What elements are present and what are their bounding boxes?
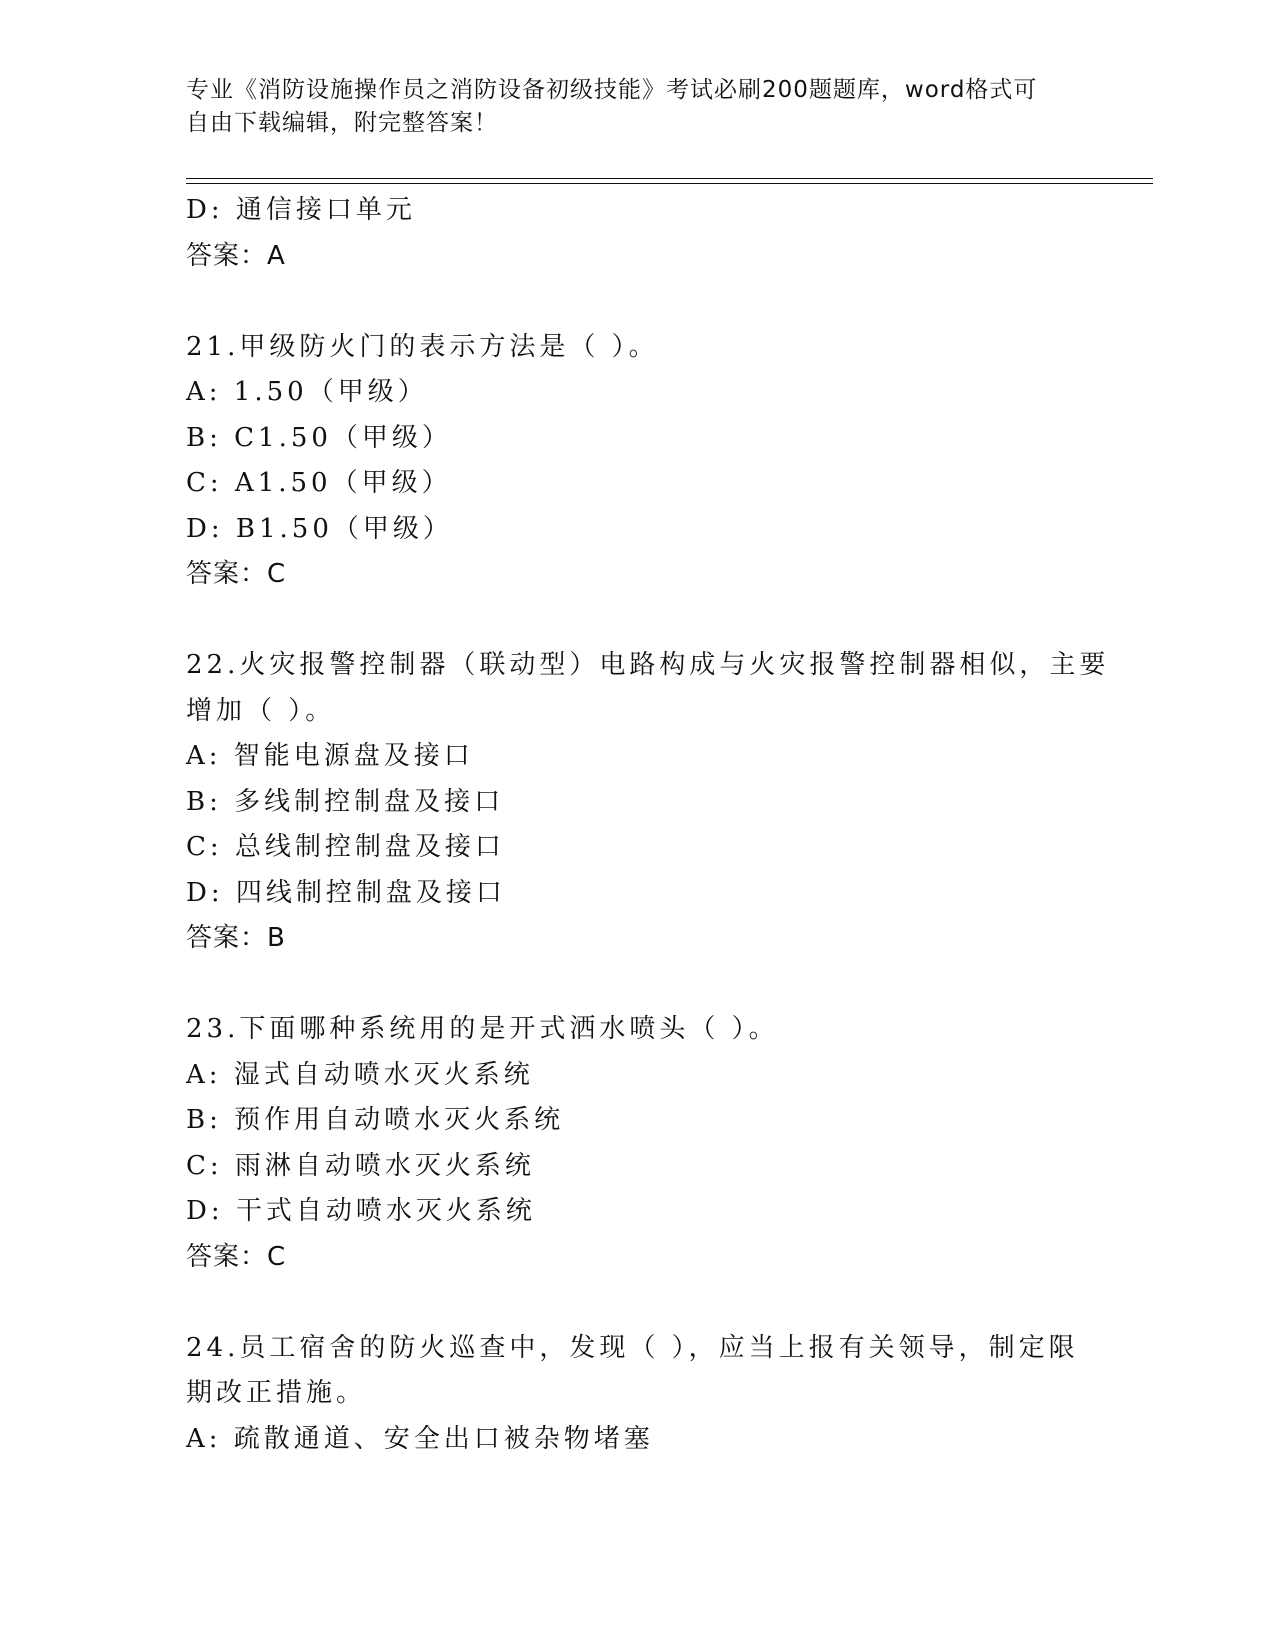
question-stem: 23.下面哪种系统用的是开式洒水喷头（ ）。 [186, 1014, 779, 1044]
option-c: C: 总线制控制盘及接口 [186, 832, 505, 862]
header-divider-top [186, 178, 1153, 179]
answer-line: 答案：C [186, 1241, 287, 1272]
question-stem: 24.员工宿舍的防火巡查中，发现（ ），应当上报有关领导，制定限 [186, 1332, 1079, 1363]
question-21 [186, 325, 1086, 598]
option-a: A: 智能电源盘及接口 [186, 741, 474, 771]
option-a: A: 1.50（甲级） [186, 377, 428, 407]
answer-line: 答案：A [186, 240, 286, 271]
document-header [186, 74, 1086, 140]
question-list [186, 188, 1110, 1462]
option-b: B: 预作用自动喷水灭火系统 [186, 1105, 565, 1135]
answer-line: 答案：C [186, 559, 287, 589]
option-d: D: 通信接口单元 [186, 195, 416, 225]
question-22 [186, 643, 1110, 962]
question-stem: 21.甲级防火门的表示方法是（ ）。 [186, 331, 659, 362]
answer-line: 答案：B [186, 923, 286, 953]
header-line-2: 自由下载编辑，附完整答案！ [186, 110, 498, 136]
option-c: C: 雨淋自动喷水灭火系统 [186, 1150, 535, 1181]
option-a: A: 疏散通道、安全出口被杂物堵塞 [186, 1423, 654, 1454]
previous-question-tail [186, 188, 1086, 279]
question-spacer [186, 279, 1086, 325]
question-spacer [186, 962, 1086, 1008]
question-stem-continued: 增加（ ）。 [186, 695, 336, 726]
option-d: D: B1.50（甲级） [186, 513, 453, 544]
question-stem: 22.火灾报警控制器（联动型）电路构成与火灾报警控制器相似，主要 [186, 650, 1110, 680]
question-stem-continued: 期改正措施。 [186, 1378, 367, 1408]
header-line-1: 专业《消防设施操作员之消防设备初级技能》考试必刷200题题库，word格式可 [186, 77, 1038, 103]
option-a: A: 湿式自动喷水灭火系统 [186, 1059, 534, 1090]
option-b: B: 多线制控制盘及接口 [186, 786, 505, 817]
option-c: C: A1.50（甲级） [186, 468, 452, 498]
question-24 [186, 1326, 1086, 1463]
question-spacer [186, 598, 1086, 644]
question-23 [186, 1007, 1086, 1280]
header-divider-bottom [186, 183, 1153, 184]
option-b: B: C1.50（甲级） [186, 422, 452, 453]
option-d: D: 干式自动喷水灭火系统 [186, 1196, 536, 1226]
option-d: D: 四线制控制盘及接口 [186, 877, 506, 908]
question-spacer [186, 1280, 1086, 1326]
